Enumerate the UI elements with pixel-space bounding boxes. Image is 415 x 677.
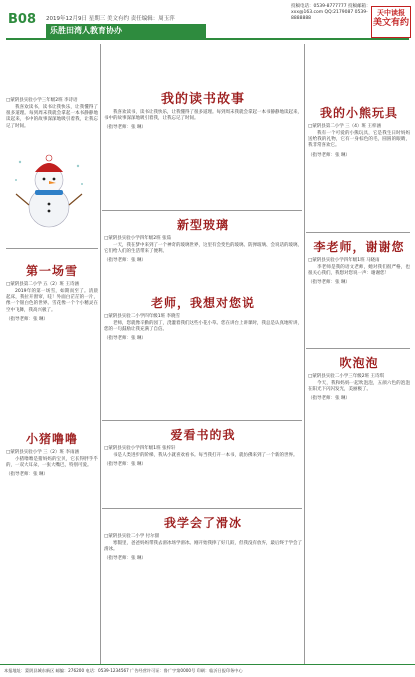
article-title: 我的小熊玩具 [319,106,398,120]
teacher-credit: （指导老师：张 琳） [104,556,146,562]
row-divider [102,508,302,509]
article-byline: □蒙阴县实验二小学三年级2班 王诗琪 [308,374,385,379]
article-byline: □蒙阴县第二小学 五（2）班 王诗涵 [6,282,79,287]
article-title: 李老师，谢谢您 [313,240,405,254]
row-divider [6,248,98,249]
article-byline: □蒙阴县第二小学 三（4）班 王梓涵 [308,124,381,129]
contact-info: 投稿电话：0539-8777777 投稿邮箱：xxx@163.com QQ:2179087 0539-8888888 [291,4,371,21]
teacher-credit: （指导老师：张 琳） [6,316,48,322]
page-footer: 本报地址：蒙阴县城东新区 邮编：276200 电话：0539-1234567 广告经营许可证：鲁广字第0000号 印刷：临沂日报印务中心 [0,664,415,677]
row-divider [306,232,410,233]
article-text: 我喜欢读书，读书让我快乐，让我懂得了很多道理。每到周末我就会拿起一本书静静地读起来，书中的故事深深地吸引着我，让我忘记了时间。 [104,110,302,122]
teacher-credit: （指导老师：张 琳） [104,462,146,468]
page-number: B08 [8,12,36,27]
date-line: 2019年12月9日 星期三 美文有约 责任编辑：周玉萍 [46,16,175,22]
article-reading-col1 [6,95,98,130]
article-bubbles [308,354,410,401]
row-divider [306,348,410,349]
article-love-books [104,426,302,467]
article-snow [6,262,98,322]
snowman-illustration [8,150,90,232]
row-divider [102,210,302,211]
brand-main: 美文有约 [372,18,409,28]
row-divider [102,420,302,421]
article-title: 小猪噜噜 [25,432,78,446]
article-byline: □蒙阴县实验小学四年级1班 张梓轩 [104,446,176,451]
teacher-credit: （指导老师：张 琳） [308,280,350,286]
teacher-credit: （指导老师：张 琳） [104,336,146,342]
column-divider [304,44,305,664]
article-text: 书是人类进步的阶梯，我从小就喜欢看书。每当我打开一本书，就仿佛来到了一个新的世界。 [113,453,298,458]
article-title: 我的读书故事 [160,92,245,107]
article-title: 吹泡泡 [339,356,379,370]
article-text: 寒假里，爸爸妈妈带我去滑冰场学滑冰。刚开始我摔了好几跤，但我没有放弃，最后终于学会了滑冰。 [104,541,302,553]
article-text: 老师，您就像辛勤的园丁，浇灌着我们这些小花小草。您在讲台上讲课时，我总是认真地听讲，您的一句鼓励让我充满了自信。 [104,321,302,333]
article-title: 老师，我想对您说 [150,296,255,310]
article-title: 第一场雪 [25,264,78,278]
column-divider [100,44,101,664]
article-byline: □蒙阴县实验小学三年级2班 李诗语 [6,98,78,103]
article-text: 2019年的第一场雪，如期而至了。清晨起床，我拉开窗帘，哇！外面白茫茫的一片，像一个银白色的世界。雪花像一个个小精灵在空中飞舞，我高兴极了。 [6,289,98,313]
teacher-credit: （指导老师：张 琳） [104,125,146,131]
article-byline: □蒙阴县实验小学四年级1班 马晓雨 [308,258,380,263]
article-pig [6,430,98,477]
teacher-credit: （指导老师：张 琳） [308,152,350,158]
teacher-credit: （指导老师：张 琳） [308,396,350,402]
article-byline: □蒙阴县实验二小学 付尔甜 [104,534,160,539]
brand-top: 天中读报 [377,9,405,17]
article-text: 李老师是我的语文老师，她对我们很严格，也很关心我们，我想对您说一声：谢谢您！ [308,265,410,277]
teacher-credit: （指导老师：张 琳） [6,472,48,478]
article-byline: □蒙阴县实验二小学四年级1班 李晓雪 [104,314,181,319]
article-title: 爱看书的我 [170,428,236,442]
article-reading [104,88,302,130]
article-skate [104,514,302,561]
teacher-credit: （指导老师：张 琳） [104,258,146,264]
article-text: 一天，我在梦中来到了一个神奇的玻璃世界，这里有会变色的玻璃、防弹玻璃、会说话的玻璃，它们给人们的生活带来了便利。 [104,243,302,255]
section-banner: 乐胜田湾人教育协办 [46,24,206,38]
page-header [6,4,409,40]
article-bear [308,104,410,158]
article-text: 小猪噜噜是猪妈妈的宝贝，它长得胖乎乎的，一双大耳朵，一张大嘴巴，特别可爱。 [6,457,98,469]
article-byline: □蒙阴县实验小学 三（2）班 李雨涵 [6,450,79,455]
article-teacher-li [308,238,410,285]
article-text: 今天，我和妈妈一起吹泡泡，五颜六色的泡泡在阳光下闪闪发光，美丽极了。 [308,381,410,393]
article-glass [104,216,302,263]
brand-logo [371,6,411,38]
article-title: 我学会了滑冰 [163,516,242,530]
article-text: 我喜欢读书，读书让我快乐，让我懂得了很多道理。每到周末我就会拿起一本书静静地读起来，书中的故事深深地吸引着我，让我忘记了时间。 [6,105,98,129]
article-title: 新型玻璃 [176,218,229,232]
article-byline: □蒙阴县实验小学四年级2班 张茹 [104,236,172,241]
article-teacher [104,294,302,341]
article-text: 我有一个可爱的小熊玩具，它是我生日时妈妈送给我的礼物，它有一身棕色的毛，圆圆的眼睛，我非常喜欢它。 [308,131,410,149]
